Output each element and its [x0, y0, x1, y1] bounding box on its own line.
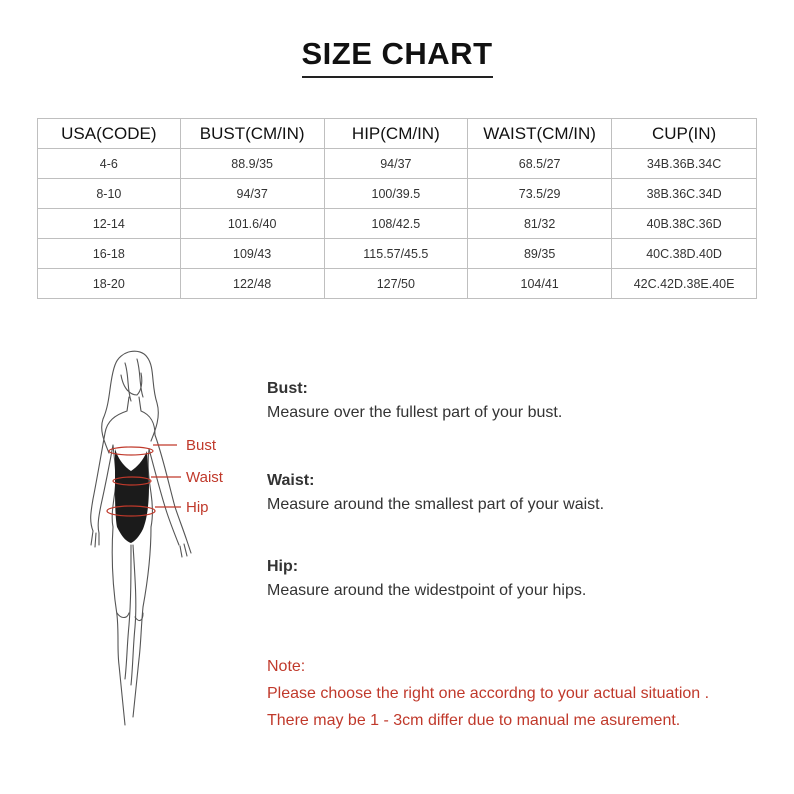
header-waist: WAIST(CM/IN)	[468, 119, 612, 149]
note-heading: Note:	[267, 658, 306, 675]
cell-cup: 38B.36C.34D	[612, 179, 757, 209]
cell-bust: 109/43	[180, 239, 324, 269]
header-bust: BUST(CM/IN)	[180, 119, 324, 149]
hip-text: Measure around the widestpoint of your hips.	[267, 582, 587, 599]
cell-waist: 104/41	[468, 269, 612, 299]
cell-waist: 89/35	[468, 239, 612, 269]
waist-heading: Waist:	[267, 472, 315, 489]
note-line-1: Please choose the right one accordng to your actual situation .	[267, 685, 710, 702]
cell-hip: 108/42.5	[324, 209, 467, 239]
table-row	[38, 269, 757, 299]
table-row	[38, 179, 757, 209]
hip-heading: Hip:	[267, 558, 299, 575]
note-line-2: There may be 1 - 3cm differ due to manual me asurement.	[267, 712, 681, 729]
page-title	[0, 36, 794, 78]
waist-description	[267, 472, 604, 514]
bust-text: Measure over the fullest part of your bust.	[267, 404, 563, 421]
size-table	[37, 118, 757, 299]
cell-waist: 68.5/27	[468, 149, 612, 179]
cell-usa-code: 4-6	[38, 149, 181, 179]
table-row	[38, 149, 757, 179]
cell-bust: 94/37	[180, 179, 324, 209]
cell-cup: 40B.38C.36D	[612, 209, 757, 239]
cell-cup: 40C.38D.40D	[612, 239, 757, 269]
waist-label: Waist	[186, 469, 223, 486]
body-measurement-figure	[85, 345, 255, 765]
swimsuit-shape	[115, 449, 149, 543]
cell-usa-code: 8-10	[38, 179, 181, 209]
cell-usa-code: 16-18	[38, 239, 181, 269]
cell-bust: 122/48	[180, 269, 324, 299]
waist-text: Measure around the smallest part of your waist.	[267, 496, 605, 513]
hip-description	[267, 558, 586, 600]
cell-hip: 94/37	[324, 149, 467, 179]
table-row	[38, 209, 757, 239]
cell-cup: 42C.42D.38E.40E	[612, 269, 757, 299]
header-cup: CUP(IN)	[612, 119, 757, 149]
header-hip: HIP(CM/IN)	[324, 119, 467, 149]
cell-usa-code: 18-20	[38, 269, 181, 299]
woman-silhouette-icon	[91, 351, 191, 725]
hip-label: Hip	[186, 499, 209, 516]
table-header-row	[38, 119, 757, 149]
cell-waist: 73.5/29	[468, 179, 612, 209]
note-block	[267, 653, 709, 734]
cell-bust: 88.9/35	[180, 149, 324, 179]
bust-label: Bust	[186, 437, 217, 454]
cell-hip: 127/50	[324, 269, 467, 299]
bust-description	[267, 380, 562, 422]
cell-hip: 100/39.5	[324, 179, 467, 209]
cell-hip: 115.57/45.5	[324, 239, 467, 269]
cell-bust: 101.6/40	[180, 209, 324, 239]
bust-heading: Bust:	[267, 380, 308, 397]
title-text: SIZE CHART	[302, 36, 493, 78]
table-row	[38, 239, 757, 269]
cell-cup: 34B.36B.34C	[612, 149, 757, 179]
cell-waist: 81/32	[468, 209, 612, 239]
cell-usa-code: 12-14	[38, 209, 181, 239]
header-usa-code: USA(CODE)	[38, 119, 181, 149]
